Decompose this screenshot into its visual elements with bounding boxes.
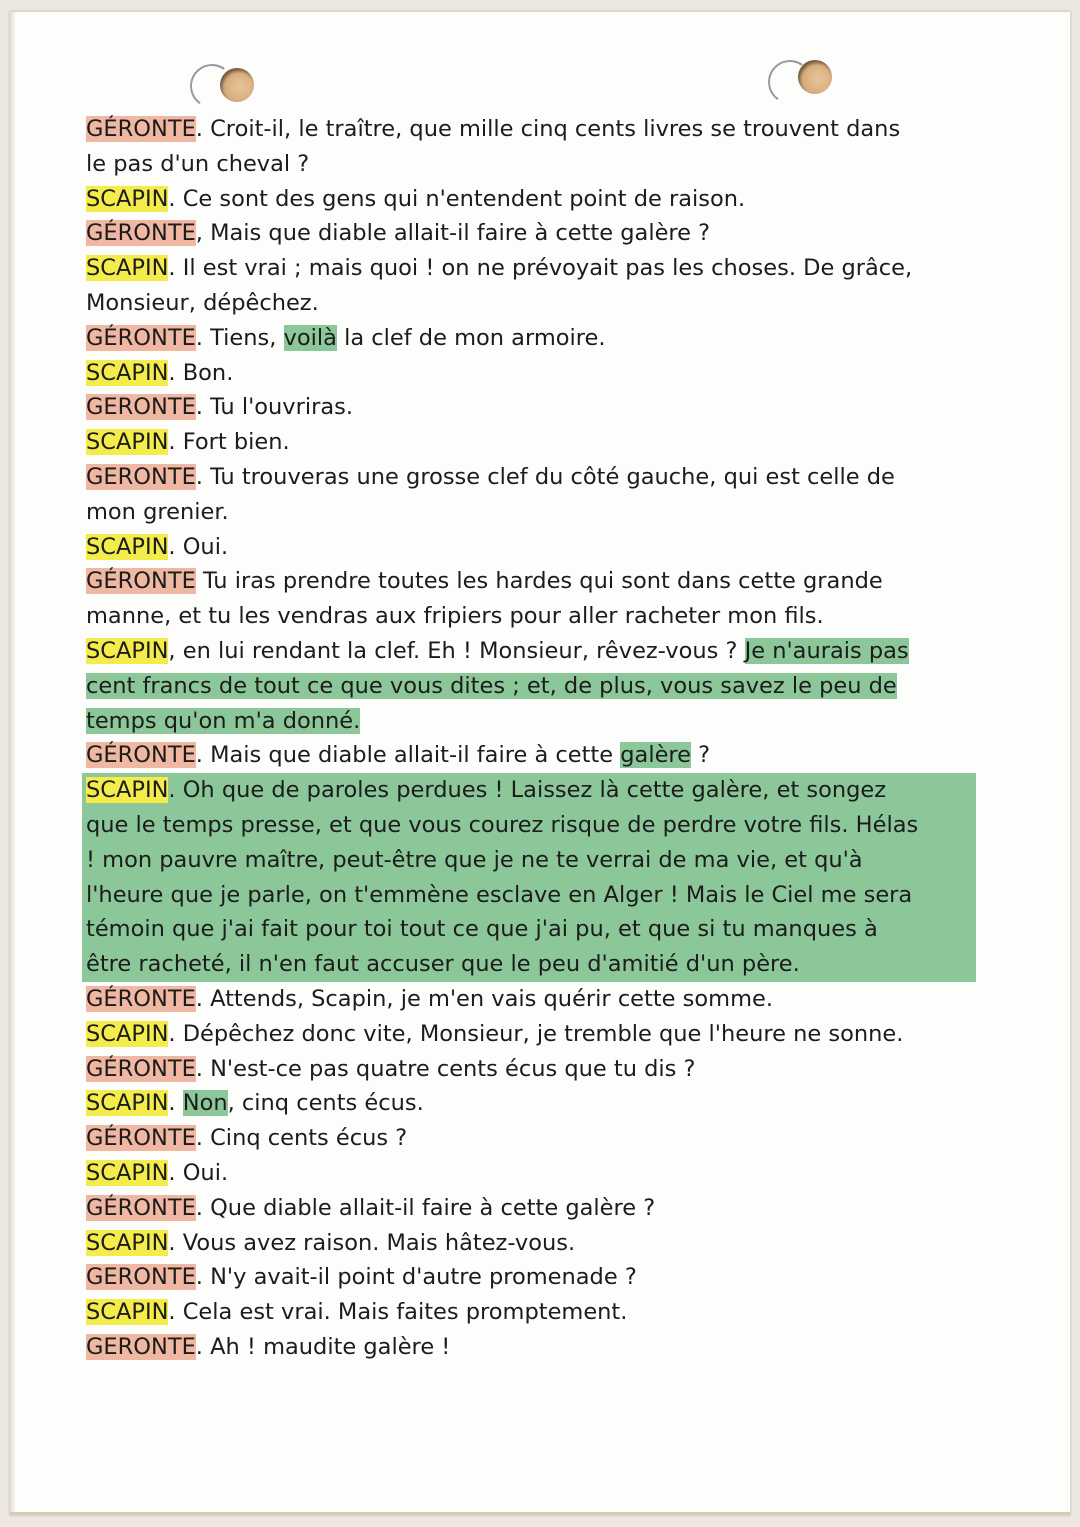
line-text: le pas d'un cheval ? xyxy=(86,150,310,177)
line-text: . Fort bien. xyxy=(168,429,290,456)
line-text: . xyxy=(168,1090,183,1117)
dialogue-line xyxy=(86,321,976,356)
dialogue-line xyxy=(86,878,946,913)
speaker-label: GERONTE xyxy=(86,463,196,490)
line-text: . Oui. xyxy=(168,1159,229,1186)
dialogue-line xyxy=(86,1330,976,1365)
highlighted-text: voilà xyxy=(283,324,337,351)
line-text: . Croit-il, le traître, que mille cinq cents livres se trouvent dans xyxy=(195,116,901,142)
dialogue-line xyxy=(86,704,976,739)
speaker-label: GÉRONTE xyxy=(86,324,196,351)
line-text: . Dépêchez donc vite, Monsieur, je tremble que l'heure ne sonne. xyxy=(168,1020,904,1047)
paper-sheet xyxy=(10,12,1070,1515)
line-text: , Mais que diable allait-il faire à cette galère ? xyxy=(195,220,711,247)
speaker-label: SCAPIN xyxy=(86,1299,169,1326)
highlighted-text: être racheté, il n'en faut accuser que le peu d'amitié d'un père. xyxy=(86,951,800,978)
dialogue-line xyxy=(86,669,976,704)
line-text: . Tu l'ouvriras. xyxy=(195,394,354,421)
speaker-label: GÉRONTE xyxy=(86,1194,196,1221)
highlighted-text: Non xyxy=(182,1090,228,1117)
dialogue-line xyxy=(86,947,946,982)
line-text: . Ah ! maudite galère ! xyxy=(195,1333,451,1360)
speaker-label: GÉRONTE xyxy=(86,568,196,595)
line-text: . Attends, Scapin, je m'en vais quérir cette somme. xyxy=(195,985,773,1012)
highlighted-text: galère xyxy=(620,742,692,769)
line-text: . Que diable allait-il faire à cette galère ? xyxy=(195,1194,656,1221)
dialogue-line xyxy=(86,182,976,217)
punch-hole-left xyxy=(220,68,254,102)
dialogue-line xyxy=(86,1260,976,1295)
dialogue-line xyxy=(86,912,946,947)
speaker-label: SCAPIN xyxy=(86,1159,169,1186)
line-text: . Oui. xyxy=(168,533,229,560)
speaker-label: SCAPIN xyxy=(86,777,169,804)
speaker-label: SCAPIN xyxy=(86,359,169,386)
speaker-label: SCAPIN xyxy=(86,1020,169,1047)
dialogue-line xyxy=(86,286,976,321)
speaker-label: GÉRONTE xyxy=(86,742,196,769)
line-text: Monsieur, dépêchez. xyxy=(86,289,319,316)
dialogue-line xyxy=(86,216,976,251)
line-text: . Tu trouveras une grosse clef du côté gauche, qui est celle de xyxy=(195,463,895,490)
highlighted-text: l'heure que je parle, on t'emmène esclave en Alger ! Mais le Ciel me sera xyxy=(86,881,913,908)
dialogue-line xyxy=(86,634,976,669)
line-text: ? xyxy=(691,742,711,769)
dialogue-line xyxy=(86,1191,976,1226)
speaker-label: SCAPIN xyxy=(86,533,169,560)
dialogue-line xyxy=(86,1086,976,1121)
highlighted-passage xyxy=(82,773,976,982)
highlighted-text: . Oh que de paroles perdues ! Laissez là cette galère, et songez xyxy=(168,777,887,804)
dialogue-line xyxy=(86,1156,976,1191)
line-text: , cinq cents écus. xyxy=(227,1090,424,1117)
line-text: mon grenier. xyxy=(86,498,229,525)
line-text: . Tiens, xyxy=(195,324,284,351)
dialogue-line xyxy=(86,1226,976,1261)
dialogue-line xyxy=(86,773,946,808)
dialogue-line xyxy=(86,1052,976,1087)
line-text: . Il est vrai ; mais quoi ! on ne prévoyait pas les choses. De grâce, xyxy=(168,255,913,282)
line-text: . N'est-ce pas quatre cents écus que tu dis ? xyxy=(195,1055,696,1082)
highlighted-text: cent francs de tout ce que vous dites ; et, de plus, vous savez le peu de xyxy=(86,672,897,699)
line-text: . Ce sont des gens qui n'entendent point de raison. xyxy=(168,185,746,212)
line-text: , en lui rendant la clef. Eh ! Monsieur, rêvez-vous ? xyxy=(168,637,745,664)
speaker-label: GÉRONTE xyxy=(86,220,196,247)
speaker-label: GÉRONTE xyxy=(86,116,196,142)
dialogue-line xyxy=(86,112,976,147)
line-text: . Cela est vrai. Mais faites promptement. xyxy=(168,1299,628,1326)
dialogue-text xyxy=(86,112,976,1365)
line-text: Tu iras prendre toutes les hardes qui sont dans cette grande xyxy=(195,568,883,595)
speaker-label: SCAPIN xyxy=(86,255,169,282)
speaker-label: GÉRONTE xyxy=(86,1125,196,1152)
speaker-label: SCAPIN xyxy=(86,185,169,212)
dialogue-line xyxy=(86,599,976,634)
dialogue-line xyxy=(86,1295,976,1330)
dialogue-line xyxy=(86,425,976,460)
dialogue-line xyxy=(86,738,976,773)
line-text: . Bon. xyxy=(168,359,234,386)
speaker-label: SCAPIN xyxy=(86,1229,169,1256)
speaker-label: GÉRONTE xyxy=(86,1055,196,1082)
line-text: . N'y avait-il point d'autre promenade ? xyxy=(195,1264,637,1291)
line-text: . Mais que diable allait-il faire à cette xyxy=(195,742,621,769)
line-text: la clef de mon armoire. xyxy=(336,324,606,351)
highlighted-text: Je n'aurais pas xyxy=(744,637,909,664)
line-text: manne, et tu les vendras aux fripiers pour aller racheter mon fils. xyxy=(86,603,824,630)
highlighted-text: temps qu'on m'a donné. xyxy=(86,707,361,734)
speaker-label: GERONTE xyxy=(86,1333,196,1360)
punch-hole-right xyxy=(798,60,832,94)
speaker-label: GERONTE xyxy=(86,1264,196,1291)
dialogue-line xyxy=(86,530,976,565)
speaker-label: SCAPIN xyxy=(86,1090,169,1117)
highlighted-text: témoin que j'ai fait pour toi tout ce que j'ai pu, et que si tu manques à xyxy=(86,916,878,943)
dialogue-line xyxy=(86,460,976,495)
dialogue-line xyxy=(86,495,976,530)
paper-edge xyxy=(10,12,16,1512)
line-text: . Cinq cents écus ? xyxy=(195,1125,408,1152)
dialogue-line xyxy=(86,390,976,425)
line-text: . Vous avez raison. Mais hâtez-vous. xyxy=(168,1229,576,1256)
speaker-label: GÉRONTE xyxy=(86,985,196,1012)
dialogue-line xyxy=(86,356,976,391)
speaker-label: GERONTE xyxy=(86,394,196,421)
dialogue-line xyxy=(86,147,976,182)
highlighted-text: ! mon pauvre maître, peut-être que je ne te verrai de ma vie, et qu'à xyxy=(86,846,863,873)
dialogue-line xyxy=(86,808,946,843)
speaker-label: SCAPIN xyxy=(86,429,169,456)
highlighted-text: que le temps presse, et que vous courez risque de perdre votre fils. Hélas xyxy=(86,811,919,838)
dialogue-line xyxy=(86,251,976,286)
dialogue-line xyxy=(86,564,976,599)
speaker-label: SCAPIN xyxy=(86,637,169,664)
dialogue-line xyxy=(86,1121,976,1156)
dialogue-line xyxy=(86,982,976,1017)
dialogue-line xyxy=(86,843,946,878)
dialogue-line xyxy=(86,1017,976,1052)
